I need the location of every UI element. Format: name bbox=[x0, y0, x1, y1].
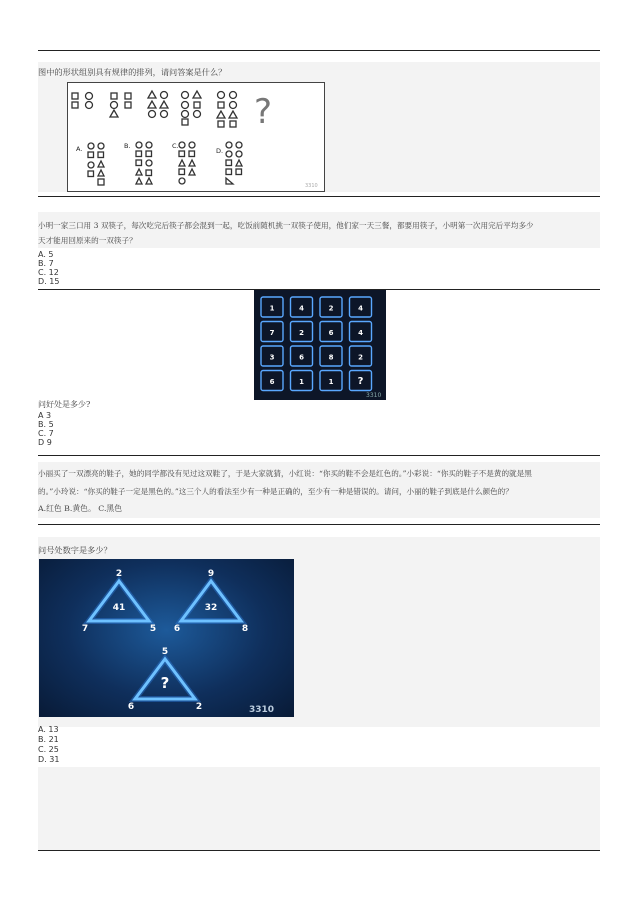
shape-sequence-figure bbox=[68, 83, 324, 191]
grid-cell-value: 7 bbox=[269, 329, 275, 337]
rule-1 bbox=[38, 196, 600, 197]
triangle-center-number: 32 bbox=[204, 603, 218, 613]
watermark-3310: 3310 bbox=[366, 392, 382, 399]
question-2-option-b[interactable]: B. 7 bbox=[38, 259, 54, 268]
number-grid bbox=[254, 290, 386, 400]
question-1-figure bbox=[67, 82, 325, 192]
grid-cell-value: 4 bbox=[299, 304, 304, 313]
number-grid-figure bbox=[254, 290, 386, 400]
question-3-text: 问好处是多少? bbox=[38, 400, 91, 409]
question-5-option-d[interactable]: D. 31 bbox=[38, 755, 60, 764]
grid-cell-value: 6 bbox=[299, 353, 304, 362]
grid-cell-value: ? bbox=[357, 376, 364, 387]
blank-panel bbox=[38, 767, 600, 850]
top-rule bbox=[38, 50, 600, 51]
triangles-svg bbox=[39, 559, 294, 717]
question-4-line-1: 小丽买了一双漂亮的鞋子，她的同学都没有见过这双鞋了，于是大家就猜，小红说：“你买的鞋不会是红色的。”小彩说：“你买的鞋子不是黄的就是黑 bbox=[38, 469, 532, 478]
triangle-top-number: 2 bbox=[115, 569, 123, 579]
question-5-option-c[interactable]: C. 25 bbox=[38, 745, 59, 754]
triangle-right-number: 8 bbox=[241, 624, 249, 634]
question-3-option-a[interactable]: A 3 bbox=[38, 411, 52, 420]
triangles-figure bbox=[39, 559, 294, 717]
question-3-option-b[interactable]: B. 5 bbox=[38, 420, 54, 429]
triangle-outline bbox=[181, 581, 241, 621]
question-5-option-b[interactable]: B. 21 bbox=[38, 735, 59, 744]
triangle-left-number: 6 bbox=[173, 624, 181, 634]
bottom-rule bbox=[38, 850, 600, 851]
grid-cell-value: 2 bbox=[299, 329, 304, 337]
triangle-left-number: 6 bbox=[127, 702, 135, 712]
triangle-outline bbox=[89, 581, 149, 621]
option-b-label: B. bbox=[124, 142, 131, 150]
question-2-option-a[interactable]: A. 5 bbox=[38, 250, 54, 259]
question-5-text: 问号处数字是多少？ bbox=[38, 545, 112, 555]
question-2-line-2: 天才能用回原来的一双筷子？ bbox=[38, 236, 137, 245]
grid-cell-value: 4 bbox=[358, 304, 363, 313]
triangle-right-number: 5 bbox=[149, 624, 157, 634]
triangle-right-number: 2 bbox=[195, 702, 203, 712]
question-4-answers[interactable]: A.红色 B.黄色。 C.黑色 bbox=[38, 504, 123, 513]
triangle-glow bbox=[89, 581, 149, 621]
question-1-text: 图中的形状组别具有规律的排列，请问答案是什么？ bbox=[38, 67, 227, 77]
grid-cell-value: 1 bbox=[299, 378, 304, 386]
watermark-3310: 3310 bbox=[249, 705, 275, 715]
triangle-left-number: 7 bbox=[81, 624, 89, 634]
triangle-glow bbox=[181, 581, 241, 621]
question-3-option-d[interactable]: D 9 bbox=[38, 438, 52, 447]
question-2-line-1: 小明一家三口用 3 双筷子，每次吃完后筷子都会混到一起，吃饭前随机挑一双筷子使用，他们家一天三餐，都要用筷子，小明第一次用完后平均多少 bbox=[38, 221, 534, 230]
triangle-center-number: 41 bbox=[112, 603, 126, 613]
grid-cell-value: 1 bbox=[328, 378, 334, 386]
question-3-option-c[interactable]: C. 7 bbox=[38, 429, 54, 438]
option-c-label: C. bbox=[172, 142, 179, 150]
grid-cell-value: 3 bbox=[269, 353, 275, 362]
question-2-option-d[interactable]: D. 15 bbox=[38, 277, 60, 286]
option-d-label: D. bbox=[216, 147, 224, 155]
watermark-3310: 3310 bbox=[305, 183, 318, 189]
rule-4 bbox=[38, 524, 600, 525]
triangle-center-number: ? bbox=[160, 674, 170, 692]
triangle-top-number: 5 bbox=[161, 647, 169, 657]
grid-cell-value: 6 bbox=[269, 378, 275, 386]
question-2-option-c[interactable]: C. 12 bbox=[38, 268, 59, 277]
grid-cell-value: 2 bbox=[328, 304, 334, 313]
question-4-line-2: 的。”小玲说：“你买的鞋子一定是黑色的。”这三个人的看法至少有一种是正确的，至少有一种是错误的。请问，小丽的鞋子到底是什么颜色的？ bbox=[38, 487, 513, 496]
option-a-label: A. bbox=[76, 145, 83, 153]
question-mark-glyph: ? bbox=[254, 92, 273, 132]
grid-cell-value: 8 bbox=[328, 353, 334, 362]
grid-cell-value: 1 bbox=[269, 304, 275, 313]
triangle-top-number: 9 bbox=[207, 569, 215, 579]
question-5-option-a[interactable]: A. 13 bbox=[38, 725, 59, 734]
grid-cell-value: 2 bbox=[358, 353, 363, 362]
grid-cell-value: 4 bbox=[358, 329, 363, 337]
rule-3 bbox=[38, 455, 600, 456]
grid-cell-value: 6 bbox=[328, 329, 334, 337]
